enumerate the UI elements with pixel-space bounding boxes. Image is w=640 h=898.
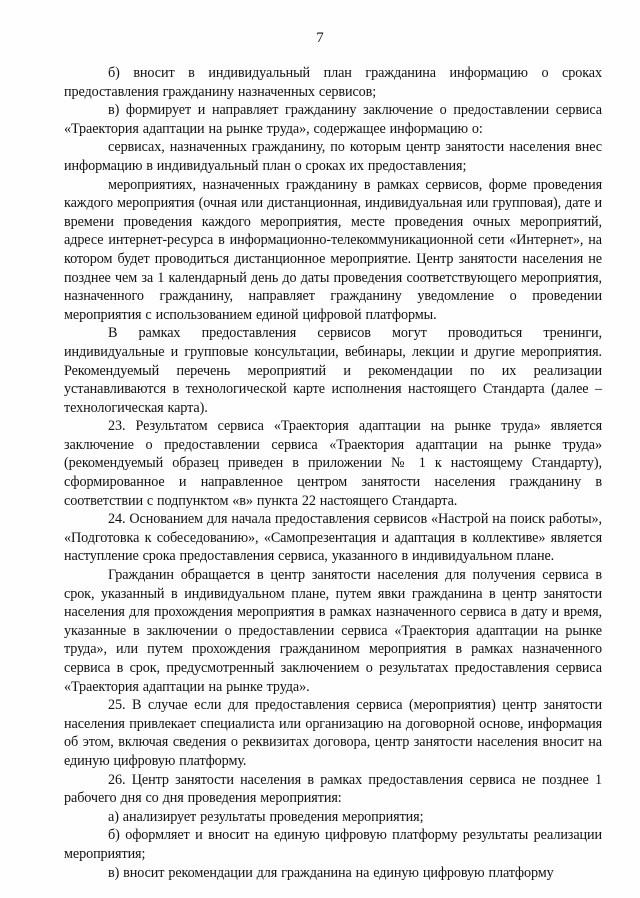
paragraph-b-record-results: б) оформляет и вносит на единую цифровую платформу результаты реализации мероприятия; xyxy=(64,827,602,862)
paragraph-a-analyze: а) анализирует результаты проведения мероприятия; xyxy=(108,808,424,825)
paragraph-v-recommendations: в) вносит рекомендации для гражданина на единую цифровую платформу xyxy=(108,864,554,881)
paragraph-23-result: 23. Результатом сервиса «Траектория адаптации на рынке труда» является заключение о предоставлении сервиса «Траектория адаптации на рынке труда» (рекомендуемый образец приведен в приложении № 1 к настоящему Стандарту), сформированное и направленное центром занятости населения гражданину в соответствии с подпунктом «в» пункта 22 настоящего Стандарта. xyxy=(64,418,602,509)
paragraph-event-types: В рамках предоставления сервисов могут проводиться тренинги, индивидуальные и групповые консультации, вебинары, лекции и другие мероприятия. Рекомендуемый перечень мероприятий и рекомендации по их реализации устанавливаются в технологической карте исполнения настоящего Стандарта (далее – технологическая карта). xyxy=(64,325,602,416)
paragraph-v-conclusion: в) формирует и направляет гражданину заключение о предоставлении сервиса «Траектория адаптации на рынке труда», содержащее информацию о: xyxy=(64,102,602,137)
paragraph-events: мероприятиях, назначенных гражданину в рамках сервисов, форме проведения каждого мероприятия (очная или дистанционная, индивидуальная или групповая), дате и времени проведения каждого мероприятия, месте проведения очных мероприятий, адресе интернет-ресурса в информационно-телекоммуникационной сети «Интернет», на котором будет проводиться дистанционное мероприятие. Центр занятости населения не позднее чем за 1 календарный день до даты проведения соответствующего мероприятия, назначенного гражданину, направляет гражданину уведомление о проведении мероприятия с использованием единой цифровой платформы. xyxy=(64,176,602,323)
paragraph-b-individual-plan: б) вносит в индивидуальный план гражданина информацию о сроках предоставления гражданину назначенных сервисов; xyxy=(64,65,602,100)
paragraph-24-basis: 24. Основанием для начала предоставления сервисов «Настрой на поиск работы», «Подготовка к собеседованию», «Самопрезентация и адаптация в коллективе» является наступление срока предоставления сервиса, указанного в индивидуальном плане. xyxy=(64,511,602,565)
page-number: 7 xyxy=(316,30,324,46)
document-body xyxy=(64,64,602,882)
paragraph-services: сервисах, назначенных гражданину, по которым центр занятости населения внес информацию в индивидуальный план о сроках их предоставления; xyxy=(64,139,602,174)
paragraph-citizen-appeal: Гражданин обращается в центр занятости населения для получения сервиса в срок, указанный в индивидуальном плане, путем явки гражданина в центр занятости населения для прохождения мероприятия в рамках назначенного сервиса в дату и время, указанные в заключении о предоставлении сервиса «Траектория адаптации на рынке труда», или путем прохождения гражданином мероприятия в рамках назначенного сервиса в срок, предусмотренный заключением о результатах предоставления сервиса «Траектория адаптации на рынке труда». xyxy=(64,567,602,695)
paragraph-26-deadline: 26. Центр занятости населения в рамках предоставления сервиса не позднее 1 рабочего дня со дня проведения мероприятия: xyxy=(64,771,602,807)
paragraph-25-contract: 25. В случае если для предоставления сервиса (мероприятия) центр занятости населения привлекает специалиста или организацию на договорной основе, информация об этом, включая сведения о реквизитах договора, центр занятости населения вносит на единую цифровую платформу. xyxy=(64,697,602,769)
